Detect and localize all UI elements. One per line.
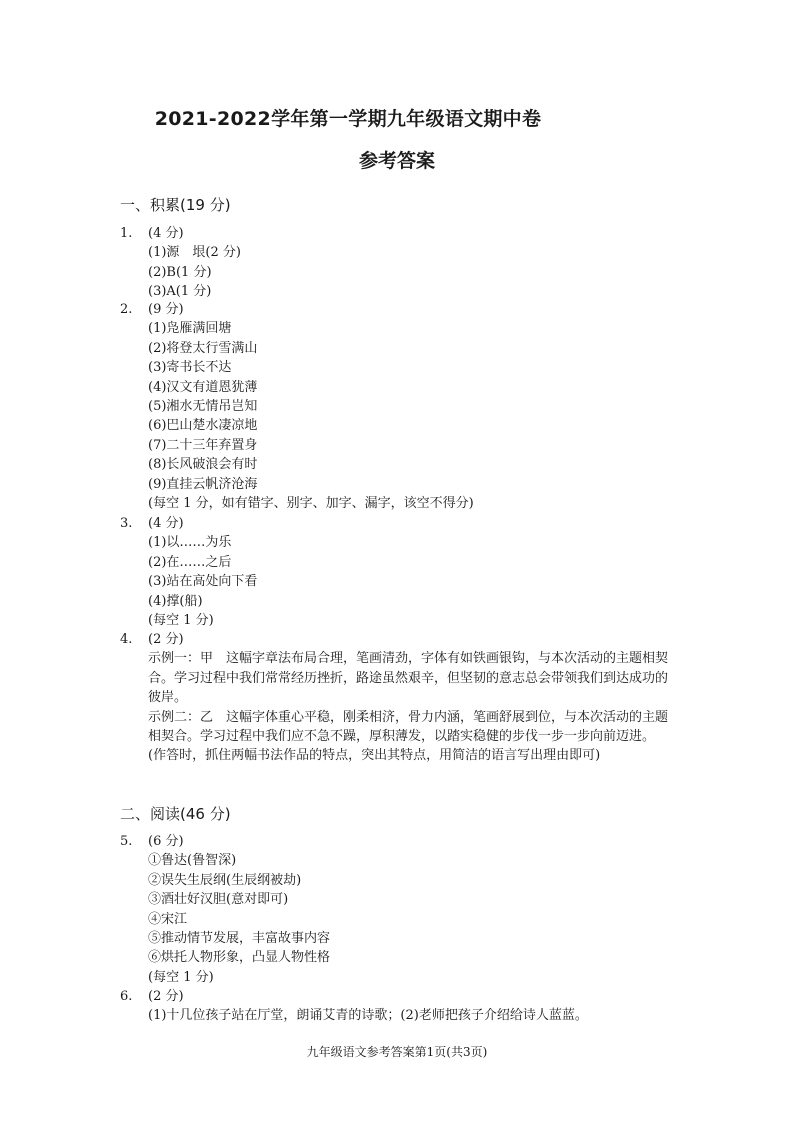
answer-line: (7)二十三年弃置身 (148, 437, 258, 453)
answer-line: (2)在……之后 (148, 554, 232, 570)
answer-line: (1)凫雁满回塘 (148, 321, 232, 337)
question-score: (9 分) (148, 302, 184, 317)
answer-line: ④宋江 (148, 911, 188, 927)
answer-line: (6)巴山楚水凄凉地 (148, 418, 258, 434)
question-5 (120, 832, 680, 987)
answer-example-2: 示例二：乙 这幅字体重心平稳，刚柔相济，骨力内涵，笔画舒展到位，与本次活动的主题相契合。学习过程中我们应不急不躁，厚积薄发，以踏实稳健的步伐一步一步向前迈进。 (148, 709, 669, 745)
answer-line: (4)汉文有道恩犹薄 (148, 379, 258, 395)
answer-line: (1)十几位孩子站在厅堂，朗诵艾青的诗歌；(2)老师把孩子介绍给诗人蓝蓝。 (148, 1008, 588, 1024)
question-4 (120, 630, 680, 766)
answer-line: (2)将登太行雪满山 (148, 340, 258, 356)
answer-line: (3)寄书长不达 (148, 360, 232, 376)
page-footer: 九年级语文参考答案第1页(共3页) (306, 1045, 488, 1059)
answer-line: (9)直挂云帆济沧海 (148, 476, 258, 492)
scoring-note: (每空 1 分，如有错字、别字、加字、漏字，该空不得分) (148, 496, 474, 512)
answer-example-1: 示例一：甲 这幅字章法布局合理，笔画清劲，字体有如铁画银钩，与本次活动的主题相契合。学习过程中我们常常经历挫折，路途虽然艰辛，但坚韧的意志总会带领我们到达成功的彼岸。 (148, 651, 669, 706)
answer-line: ①鲁达(鲁智深) (148, 853, 237, 869)
section-heading-accumulation: 一、积累(19 分) (120, 196, 231, 214)
section-heading-reading: 二、阅读(46 分) (120, 805, 231, 823)
question-number: 5. (120, 834, 133, 849)
answer-line: (3)站在高处向下看 (148, 574, 258, 590)
answer-line: (5)湘水无情吊岂知 (148, 399, 258, 415)
answer-line: ③酒壮好汉胆(意对即可) (148, 892, 289, 908)
question-number: 2. (120, 302, 133, 317)
question-number: 6. (120, 989, 133, 1004)
question-2 (120, 300, 680, 513)
answer-line: (4)撑(船) (148, 593, 203, 609)
page-title: 2021-2022学年第一学期九年级语文期中卷 (154, 108, 542, 130)
question-3 (120, 514, 680, 630)
answer-line: ②误失生辰纲(生辰纲被劫) (148, 872, 302, 888)
answer-line: (2)B(1 分) (148, 264, 212, 280)
question-score: (2 分) (148, 989, 184, 1004)
scoring-note: (作答时，抓住两幅书法作品的特点，突出其特点，用简洁的语言写出理由即可) (148, 748, 601, 764)
question-score: (6 分) (148, 834, 184, 849)
answer-line: (8)长风破浪会有时 (148, 457, 258, 473)
answer-line: ⑤推动情节发展，丰富故事内容 (148, 931, 331, 947)
answer-line: (3)A(1 分) (148, 284, 212, 300)
question-number: 1. (120, 226, 133, 241)
scoring-note: (每空 1 分) (148, 969, 214, 985)
question-score: (4 分) (148, 516, 184, 531)
question-6 (120, 987, 680, 1026)
question-1 (120, 224, 680, 302)
answer-line: (1)源 垠(2 分) (148, 245, 241, 261)
page-subtitle: 参考答案 (358, 150, 435, 172)
answer-line: ⑥烘托人物形象，凸显人物性格 (148, 950, 331, 966)
question-number: 4. (120, 632, 133, 647)
answer-line: (1)以……为乐 (148, 535, 232, 551)
question-number: 3. (120, 516, 133, 531)
question-score: (2 分) (148, 632, 184, 647)
question-score: (4 分) (148, 226, 184, 241)
scoring-note: (每空 1 分) (148, 613, 214, 629)
